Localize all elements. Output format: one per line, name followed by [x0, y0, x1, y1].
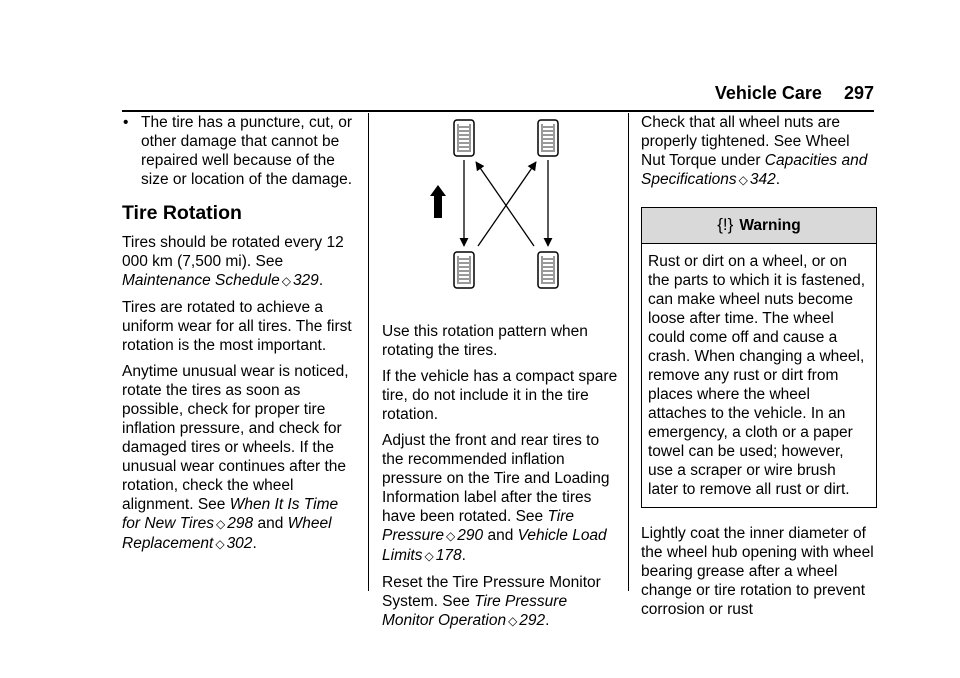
column-divider-1 — [368, 113, 369, 591]
tire-rear-right — [538, 252, 558, 288]
page-ref[interactable]: 342 — [749, 171, 776, 188]
text: Tires should be rotated every 12 000 km (7,500 mi). See — [122, 234, 344, 270]
adjust-pressure-paragraph — [382, 431, 618, 566]
link-vehicle-load-limits[interactable]: Vehicle Load Limits — [382, 527, 607, 564]
header-rule — [122, 110, 874, 112]
page-ref-icon: ◇ — [508, 614, 518, 628]
tire-front-left — [454, 120, 474, 156]
column-divider-2 — [628, 113, 629, 591]
column-2 — [382, 113, 618, 638]
reset-tpms-paragraph — [382, 573, 618, 631]
page-ref[interactable]: 178 — [435, 547, 462, 564]
link-tpms-operation[interactable]: Tire Pressure Monitor Operation — [382, 593, 568, 629]
rotation-interval-paragraph — [122, 233, 358, 291]
text: . — [775, 171, 781, 188]
wheel-nuts-paragraph — [641, 113, 877, 190]
bullet-symbol: • — [123, 114, 129, 131]
text: Check that all wheel nuts are properly tightened. See Wheel Nut Torque under — [641, 114, 850, 169]
page-ref-icon: ◇ — [446, 529, 456, 543]
page-ref-icon: ◇ — [424, 549, 434, 563]
bullet-item — [122, 113, 358, 189]
text: . — [318, 272, 324, 289]
column-1 — [122, 113, 358, 561]
vehicle-front-arrow-icon — [430, 185, 446, 218]
page-ref[interactable]: 290 — [457, 527, 484, 544]
warning-header — [642, 208, 876, 244]
grease-paragraph: Lightly coat the inner diameter of the wheel hub opening with wheel bearing grease after a wheel change or tire rotation to prevent corrosion or rust — [641, 525, 874, 618]
link-wheel-replacement[interactable]: Wheel Replacement — [122, 515, 332, 552]
page-ref-icon: ◇ — [738, 173, 748, 187]
text: Adjust the front and rear tires to the recommended inflation pressure on the Tire and Loading Information label after the tires have been rotated. See — [382, 432, 610, 525]
page-ref[interactable]: 302 — [226, 535, 253, 552]
compact-spare-paragraph: If the vehicle has a compact spare tire, do not include it in the tire rotation. — [382, 368, 618, 423]
warning-text: Rust or dirt on a wheel, or on the parts to which it is fastened, can make wheel nuts become loose after time. The wheel could come off and cause a crash. When changing a wheel, remove any rust or dirt from places where the wheel attaches to the vehicle. In an emergency, a cloth or a paper towel can be used; however, use a scraper or wire brush later to remove all rust or dirt. — [648, 253, 866, 498]
rotation-pattern-paragraph: Use this rotation pattern when rotating the tires. — [382, 323, 588, 359]
warning-title: Warning — [739, 217, 801, 234]
text: . — [252, 535, 257, 552]
warning-icon: {!} — [717, 215, 734, 234]
column-3 — [641, 113, 877, 626]
tire-front-right — [538, 120, 558, 156]
warning-box — [641, 207, 877, 508]
text: and — [483, 527, 518, 544]
text: Anytime unusual wear is noticed, rotate the tires as soon as possible, check for proper tire inflation pressure, and check for damaged tires or wheels. If the unusual wear continues after the rotation, check the wheel alignment. See — [122, 363, 349, 513]
page-ref[interactable]: 298 — [227, 515, 254, 532]
section-title: Vehicle Care — [714, 83, 822, 103]
unusual-wear-paragraph — [122, 362, 358, 554]
text: Reset the Tire Pressure Monitor System. See — [382, 574, 601, 610]
page-number: 297 — [843, 83, 874, 103]
link-capacities-specifications[interactable]: Capacities and Specifications — [641, 152, 868, 188]
link-new-tires[interactable]: When It Is Time for New Tires — [122, 496, 339, 532]
page-ref-icon: ◇ — [216, 517, 226, 531]
uniform-wear-paragraph: Tires are rotated to achieve a uniform wear for all tires. The first rotation is the most important. — [122, 299, 352, 354]
text: and — [253, 515, 288, 532]
page-ref-icon: ◇ — [281, 274, 291, 288]
link-maintenance-schedule[interactable]: Maintenance Schedule — [122, 272, 280, 289]
link-tire-pressure[interactable]: Tire Pressure — [382, 508, 575, 544]
running-header — [715, 83, 874, 104]
page-ref[interactable]: 292 — [519, 612, 546, 629]
page-ref-icon: ◇ — [215, 537, 225, 551]
arrow-rear-left-to-front-right — [478, 162, 536, 246]
arrow-rear-right-to-front-left — [476, 162, 534, 246]
tire-rear-left — [454, 252, 474, 288]
page-ref[interactable]: 329 — [292, 272, 319, 289]
text: . — [461, 547, 466, 564]
bullet-text: The tire has a puncture, cut, or other damage that cannot be repaired well because of the size or location of the damage. — [141, 114, 353, 188]
text: . — [545, 612, 550, 629]
tire-rotation-diagram — [382, 116, 618, 298]
section-heading: Tire Rotation — [122, 202, 242, 224]
